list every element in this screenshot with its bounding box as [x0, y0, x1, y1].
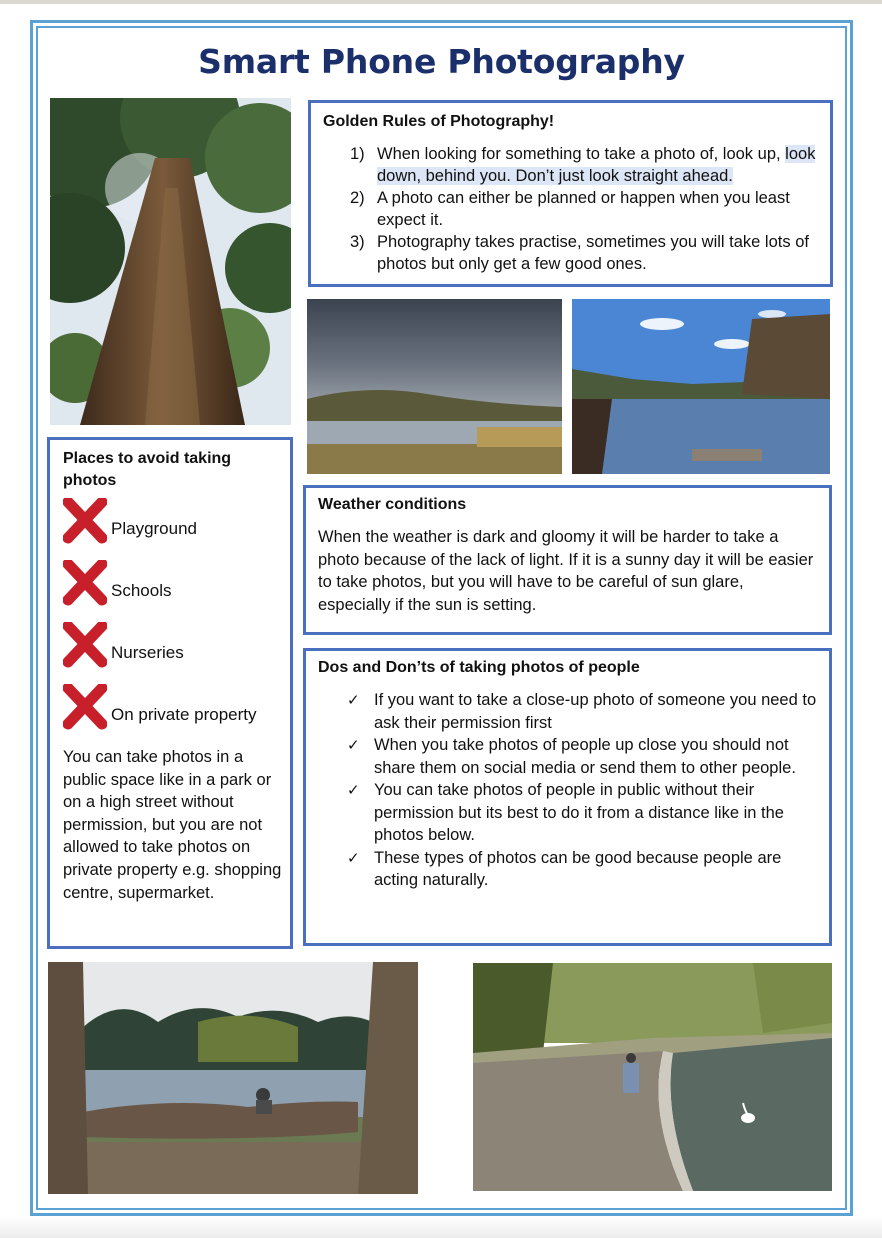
avoid-item-label: Playground — [111, 519, 198, 538]
stormy-lake-photo — [307, 299, 562, 474]
list-number: 1) — [350, 145, 365, 163]
cross-icon — [63, 684, 107, 730]
bottom-shade — [0, 1216, 882, 1238]
places-to-avoid-box — [47, 437, 293, 949]
golden-rules-list — [323, 143, 818, 275]
golden-rules-box — [308, 100, 833, 287]
list-item — [318, 689, 817, 734]
cross-icon — [63, 498, 107, 544]
dos-donts-box — [303, 648, 832, 946]
places-note: You can take photos in a public space like in a park or on a high street without permission, but you are not allowed to take photos on private property e.g. shopping centre, supermarket. — [63, 748, 282, 902]
avoid-item-label: On private property — [111, 705, 257, 724]
avoid-item — [63, 620, 282, 682]
dos-heading: Dos and Don’ts of taking photos of people — [318, 659, 640, 676]
avoid-item — [63, 496, 282, 558]
weather-text: When the weather is dark and gloomy it will be harder to take a photo because of the lack of light. If it is a sunny day it will be easier to take photos, but you will have to be careful of sun glare, especially if the sun is setting. — [318, 528, 814, 614]
dos-list — [318, 689, 817, 892]
check-icon: ✓ — [347, 691, 360, 709]
weather-heading: Weather conditions — [318, 496, 467, 513]
lakeside-path-photo — [473, 963, 832, 1191]
dos-item-text: You can take photos of people in public without their permission but its best to do it from a distance like in the photos below. — [374, 781, 784, 844]
golden-rules-heading: Golden Rules of Photography! — [323, 113, 555, 130]
list-item — [318, 734, 817, 779]
list-item — [323, 143, 818, 187]
dos-item-text: When you take photos of people up close you should not share them on social media or send them to other people. — [374, 736, 796, 777]
check-icon: ✓ — [347, 848, 360, 867]
check-icon: ✓ — [347, 781, 360, 799]
rule-text: Photography takes practise, sometimes you will take lots of photos but only get a few good ones. — [377, 233, 809, 273]
list-item — [318, 779, 817, 847]
page-title: Smart Phone Photography — [198, 42, 685, 81]
dos-item-text: These types of photos can be good because people are acting naturally. — [374, 848, 782, 889]
list-number: 2) — [350, 189, 365, 207]
list-item — [318, 847, 817, 892]
avoid-item-label: Schools — [111, 581, 172, 600]
weather-box — [303, 485, 832, 635]
avoid-item — [63, 558, 282, 620]
avoid-item-label: Nurseries — [111, 643, 184, 662]
highlighted-text: look down, behind you. Don’t just look straight ahead. — [377, 145, 816, 185]
top-edge-line — [0, 0, 882, 4]
list-item — [323, 187, 818, 231]
sunny-lake-photo — [572, 299, 830, 474]
dos-item-text: If you want to take a close-up photo of someone you need to ask their permission first — [374, 691, 817, 732]
cross-icon — [63, 560, 107, 606]
tree-photo — [50, 98, 291, 425]
cross-icon — [63, 622, 107, 668]
list-number: 3) — [350, 233, 365, 251]
rule-text: When looking for something to take a photo of, look up, — [377, 145, 786, 163]
park-log-photo — [48, 962, 418, 1194]
avoid-item — [63, 682, 282, 744]
list-item — [323, 231, 818, 275]
rule-text: A photo can either be planned or happen when you least expect it. — [377, 189, 790, 229]
places-heading: Places to avoid taking photos — [63, 450, 232, 489]
check-icon: ✓ — [347, 736, 360, 754]
